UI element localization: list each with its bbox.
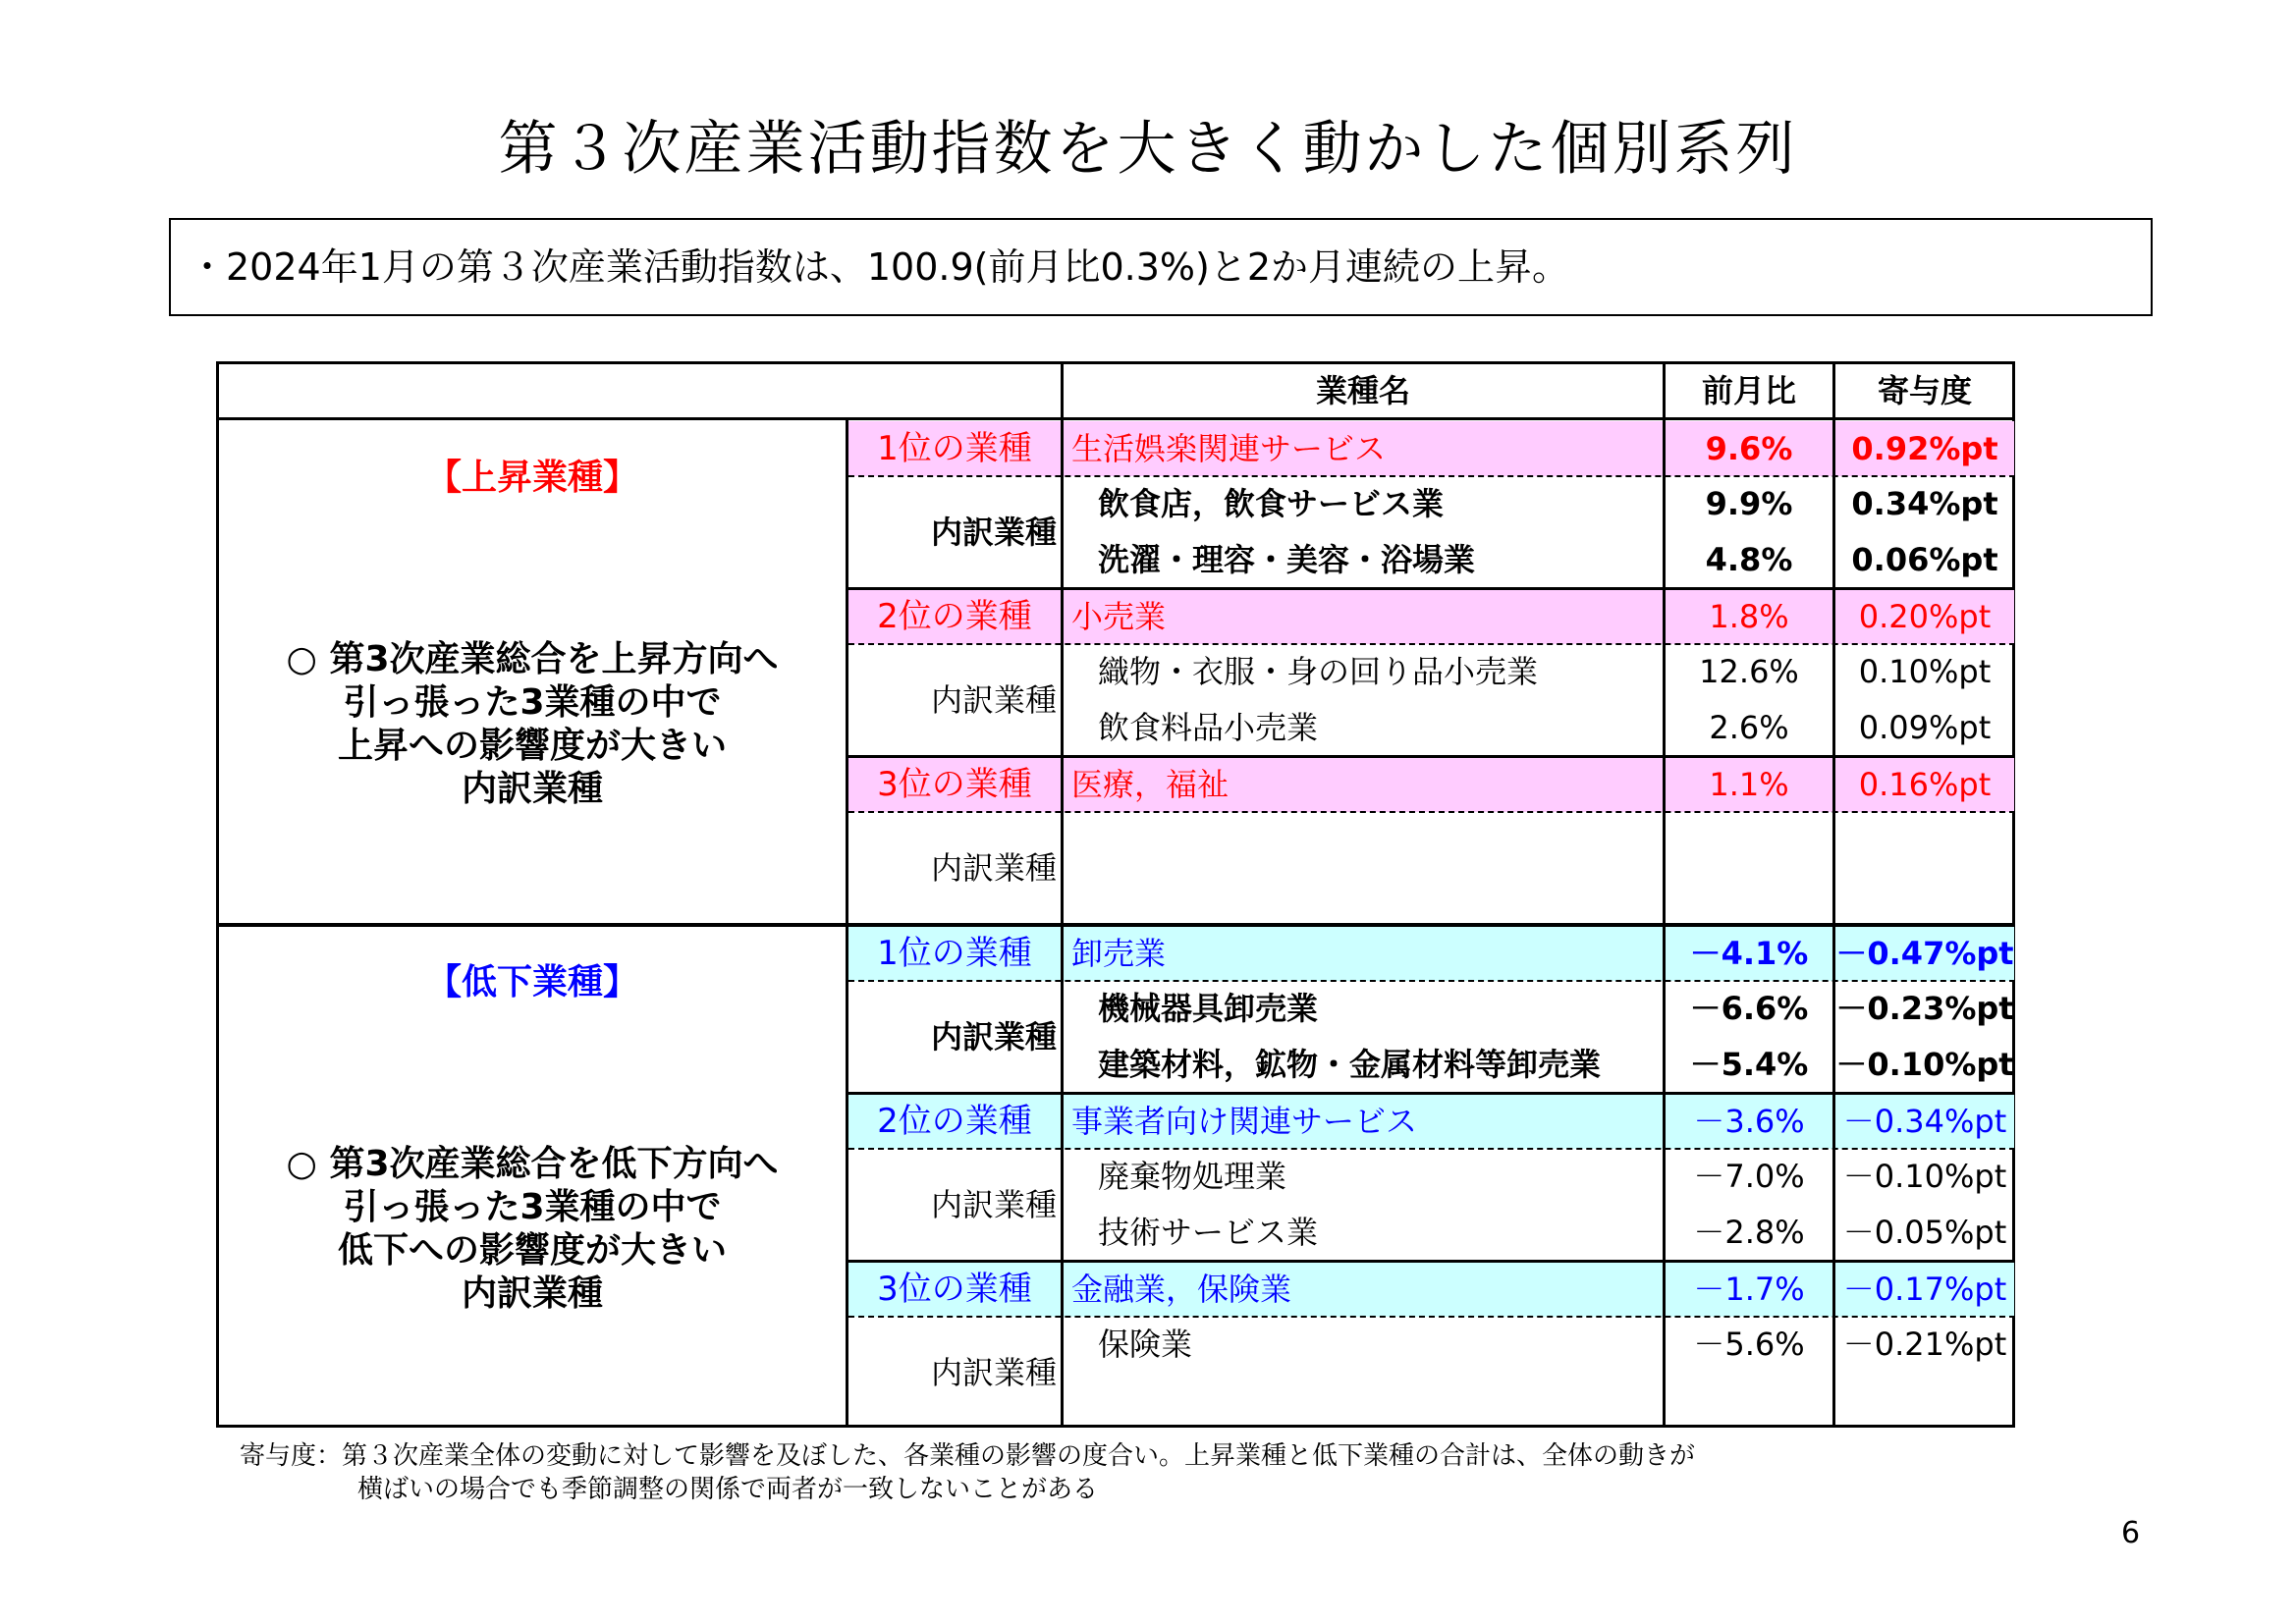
falling-rank3-contribution: －0.17%pt (1842, 1271, 2007, 1308)
header-mom: 前月比 (1701, 372, 1796, 409)
header-divider (216, 417, 2015, 420)
falling-rank1-breakdown-label: 内訳業種 (930, 1018, 1057, 1056)
rising-rank1-contribution: 0.92%pt (1851, 430, 1998, 467)
falling-rank3-mom: －1.7% (1693, 1271, 1805, 1308)
row-sep (848, 811, 2015, 813)
falling-rank1-sub1-mom: －6.6% (1689, 990, 1809, 1027)
rising-description: ○ 第3次産業総合を上昇方向へ 引っ張った3業種の中で 上昇への影響度が大きい 内訳業種 (286, 639, 779, 809)
falling-rank3-sub1-mom: －5.6% (1693, 1326, 1805, 1363)
rising-rank2-sub2-name: 飲食料品小売業 (1098, 709, 1319, 746)
rising-rank2-breakdown-label: 内訳業種 (930, 681, 1057, 719)
falling-rank2-contribution: －0.34%pt (1842, 1103, 2007, 1140)
col-divider-industry (1061, 361, 1064, 1428)
rising-rank3-mom: 1.1% (1709, 766, 1789, 803)
col-divider-category (846, 417, 848, 1428)
rising-rank2-sub2-mom: 2.6% (1709, 709, 1789, 746)
rising-category-label: 【上昇業種】 (425, 458, 638, 498)
falling-rank2-sub1-name: 廃棄物処理業 (1098, 1158, 1287, 1195)
rising-rank2-sub1-contribution: 0.10%pt (1858, 653, 1992, 690)
rising-rank2-sub1-name: 織物・衣服・身の回り品小売業 (1098, 653, 1539, 690)
rising-rank1-sub1-contribution: 0.34%pt (1851, 485, 1998, 522)
row-sep (848, 475, 2015, 477)
falling-rank2-breakdown-label: 内訳業種 (930, 1186, 1057, 1223)
footnote-line: 寄与度：第３次産業全体の変動に対して影響を及ぼした、各業種の影響の度合い。上昇業種と低下業種の合計は、全体の動きが (240, 1441, 1696, 1471)
rising-rank2-label: 2位の業種 (877, 597, 1032, 636)
falling-rank2-name: 事業者向け関連サービス (1071, 1103, 1418, 1140)
rising-rank1-label: 1位の業種 (877, 429, 1032, 468)
row-sep (848, 980, 2015, 982)
rising-rank1-name: 生活娯楽関連サービス (1071, 430, 1387, 467)
falling-rank2-mom: －3.6% (1693, 1103, 1805, 1140)
col-divider-mom (1663, 361, 1666, 1428)
falling-rank3-name: 金融業，保険業 (1071, 1271, 1292, 1308)
falling-rank3-label: 3位の業種 (877, 1270, 1032, 1309)
section-divider (216, 923, 2015, 927)
falling-rank1-sub1-name: 機械器具卸売業 (1098, 990, 1319, 1027)
rising-rank1-breakdown-label: 内訳業種 (930, 514, 1057, 551)
header-industry: 業種名 (1315, 372, 1410, 409)
header-contribution: 寄与度 (1877, 372, 1972, 409)
row-sep (848, 1260, 2015, 1263)
falling-rank1-sub2-mom: －5.4% (1689, 1046, 1809, 1083)
row-sep (848, 1092, 2015, 1095)
falling-rank1-sub1-contribution: －0.23%pt (1835, 990, 2014, 1027)
rising-rank3-breakdown-label: 内訳業種 (930, 849, 1057, 887)
rising-rank3-name: 医療，福祉 (1071, 766, 1230, 803)
falling-rank1-contribution: －0.47%pt (1835, 935, 2014, 972)
falling-category-label: 【低下業種】 (425, 962, 638, 1002)
rising-rank1-sub2-name: 洗濯・理容・美容・浴場業 (1098, 541, 1476, 578)
rising-rank2-sub1-mom: 12.6% (1699, 653, 1799, 690)
rising-rank1-sub2-contribution: 0.06%pt (1851, 541, 1998, 578)
rising-rank3-contribution: 0.16%pt (1858, 766, 1992, 803)
rising-rank1-mom: 9.6% (1705, 430, 1793, 467)
row-sep (848, 1316, 2015, 1318)
falling-rank3-breakdown-label: 内訳業種 (930, 1354, 1057, 1391)
falling-rank1-sub2-name: 建築材料，鉱物・金属材料等卸売業 (1098, 1046, 1602, 1083)
rising-rank2-mom: 1.8% (1709, 598, 1789, 635)
col-divider-contribution (1832, 361, 1835, 1428)
rising-rank2-name: 小売業 (1071, 598, 1167, 635)
page-number: 6 (2121, 1516, 2141, 1550)
falling-rank2-sub2-name: 技術サービス業 (1098, 1214, 1319, 1251)
falling-rank2-sub1-mom: －7.0% (1693, 1158, 1805, 1195)
rising-rank2-sub2-contribution: 0.09%pt (1858, 709, 1992, 746)
page-title: 第３次産業活動指数を大きく動かした個別系列 (498, 115, 1798, 184)
falling-rank1-label: 1位の業種 (877, 934, 1032, 973)
rising-rank1-sub1-mom: 9.9% (1705, 485, 1793, 522)
footnote (240, 1439, 1695, 1506)
falling-rank3-sub1-contribution: －0.21%pt (1842, 1326, 2007, 1363)
falling-rank2-sub2-mom: －2.8% (1693, 1214, 1805, 1251)
rising-rank1-sub2-mom: 4.8% (1705, 541, 1793, 578)
falling-rank2-sub1-contribution: －0.10%pt (1842, 1158, 2007, 1195)
rising-rank3-label: 3位の業種 (877, 765, 1032, 804)
rising-rank1-sub1-name: 飲食店，飲食サービス業 (1098, 485, 1445, 522)
falling-rank1-name: 卸売業 (1071, 935, 1167, 972)
row-sep (848, 1148, 2015, 1150)
footnote-line: 横ばいの場合でも季節調整の関係で両者が一致しないことがある (357, 1475, 1099, 1504)
summary-box: ・2024年1月の第３次産業活動指数は、100.9(前月比0.3%)と2か月連続の上昇。 (169, 218, 2153, 316)
falling-rank1-sub2-contribution: －0.10%pt (1835, 1046, 2014, 1083)
falling-rank1-mom: －4.1% (1689, 935, 1809, 972)
falling-rank2-sub2-contribution: －0.05%pt (1842, 1214, 2007, 1251)
falling-description: ○ 第3次産業総合を低下方向へ 引っ張った3業種の中で 低下への影響度が大きい 内訳業種 (286, 1144, 779, 1314)
falling-rank3-sub1-name: 保険業 (1098, 1326, 1193, 1363)
rising-rank2-contribution: 0.20%pt (1858, 598, 1992, 635)
row-sep (848, 643, 2015, 645)
row-sep (848, 587, 2015, 590)
falling-rank2-label: 2位の業種 (877, 1102, 1032, 1141)
row-sep (848, 755, 2015, 758)
